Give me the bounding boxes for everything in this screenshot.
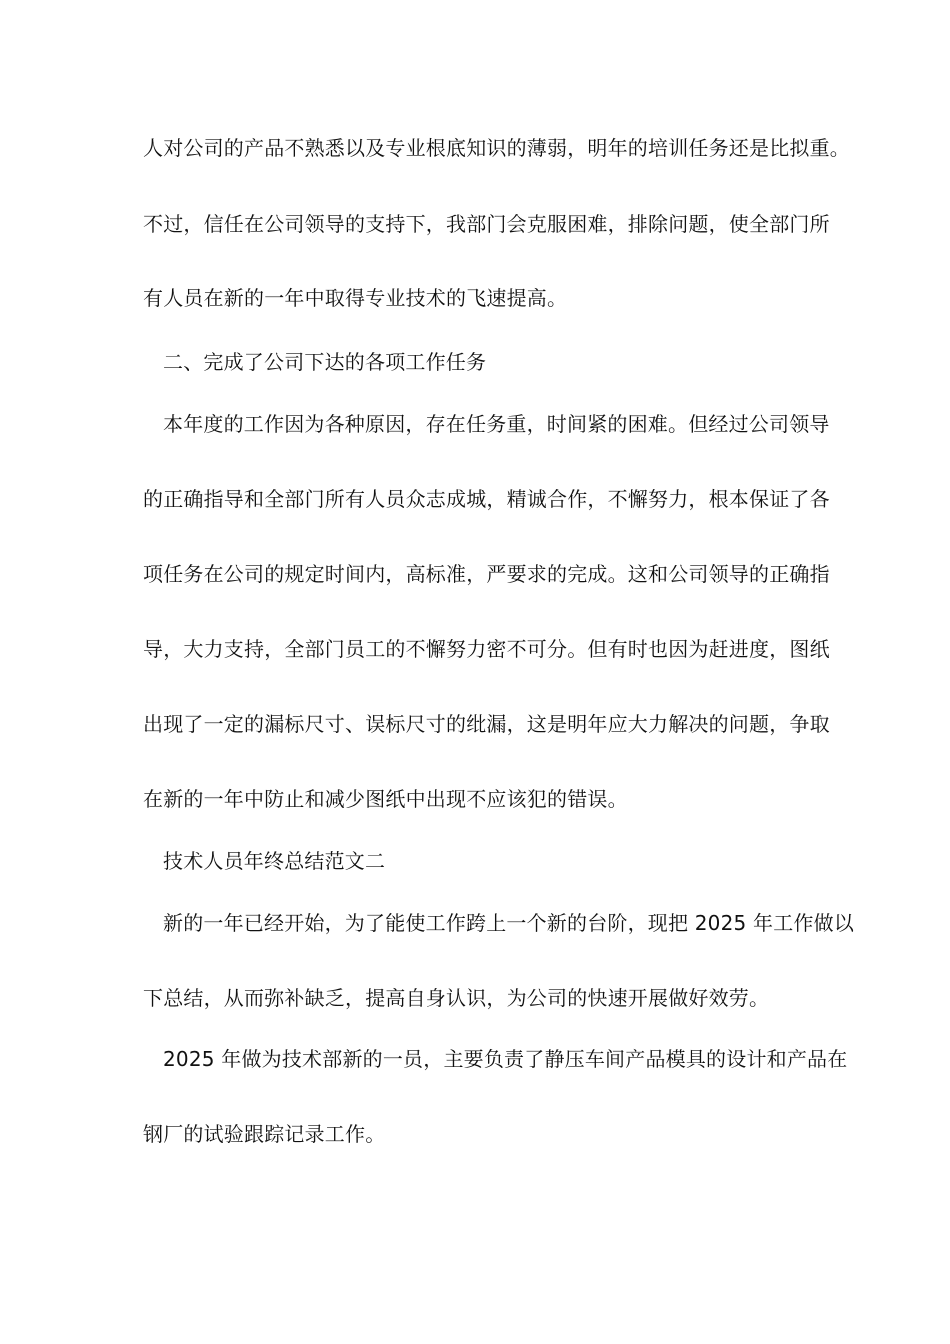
paragraph-line: 的正确指导和全部门所有人员众志成城，精诚合作，不懈努力，根本保证了各 bbox=[143, 487, 830, 511]
paragraph-line: 本年度的工作因为各种原因，存在任务重，时间紧的困难。但经过公司领导 bbox=[163, 412, 830, 436]
article-title: 技术人员年终总结范文二 bbox=[163, 849, 386, 873]
paragraph-line: 有人员在新的一年中取得专业技术的飞速提高。 bbox=[143, 286, 568, 310]
paragraph-line: 人对公司的产品不熟悉以及专业根底知识的薄弱，明年的培训任务还是比拟重。 bbox=[143, 136, 850, 160]
paragraph-line: 新的一年已经开始，为了能使工作跨上一个新的台阶，现把 2025 年工作做以 bbox=[163, 911, 855, 935]
paragraph-line: 导，大力支持，全部门员工的不懈努力密不可分。但有时也因为赶进度，图纸 bbox=[143, 637, 830, 661]
paragraph-line: 在新的一年中防止和减少图纸中出现不应该犯的错误。 bbox=[143, 787, 628, 811]
paragraph-line: 下总结，从而弥补缺乏，提高自身认识，为公司的快速开展做好效劳。 bbox=[143, 986, 770, 1010]
section-heading: 二、完成了公司下达的各项工作任务 bbox=[163, 350, 487, 374]
paragraph-line: 钢厂的试验跟踪记录工作。 bbox=[143, 1122, 386, 1146]
paragraph-line: 出现了一定的漏标尺寸、误标尺寸的纰漏，这是明年应大力解决的问题，争取 bbox=[143, 712, 830, 736]
paragraph-line: 不过，信任在公司领导的支持下，我部门会克服困难，排除问题，使全部门所 bbox=[143, 212, 830, 236]
paragraph-line: 2025 年做为技术部新的一员，主要负责了静压车间产品模具的设计和产品在 bbox=[163, 1047, 848, 1071]
paragraph-line: 项任务在公司的规定时间内，高标准，严要求的完成。这和公司领导的正确指 bbox=[143, 562, 830, 586]
